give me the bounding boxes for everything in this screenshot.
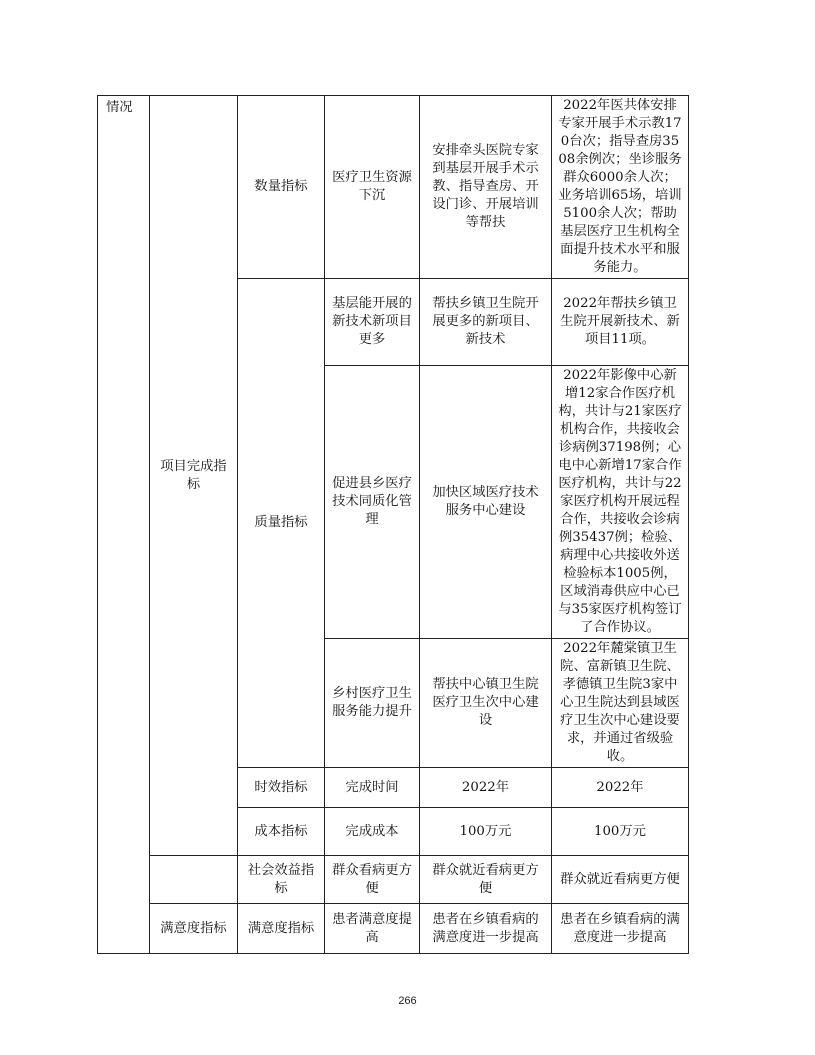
result-cell: 2022年麓棠镇卫生院、富新镇卫生院、孝德镇卫生院3家中心卫生院达到县域医疗卫生次中心建设要求，并通过省级验收。	[552, 639, 689, 768]
indicator-cell: 满意度指标	[238, 904, 325, 954]
sub-indicator-cell: 患者满意度提高	[325, 904, 420, 954]
result-cell: 患者在乡镇看病的满意度进一步提高	[552, 904, 689, 954]
content-cell: 安排牵头医院专家到基层开展手术示教、指导查房、开设门诊、开展培训等帮扶	[420, 96, 552, 279]
indicator-cell: 质量指标	[238, 279, 325, 768]
result-cell: 群众就近看病更方便	[552, 856, 689, 904]
table-row	[98, 96, 689, 279]
content-cell: 2022年	[420, 768, 552, 808]
indicator-cell: 时效指标	[238, 768, 325, 808]
sub-indicator-cell: 群众看病更方便	[325, 856, 420, 904]
result-cell: 2022年帮扶乡镇卫生院开展新技术、新项目11项。	[552, 279, 689, 366]
sub-indicator-cell: 基层能开展的新技术新项目更多	[325, 279, 420, 366]
content-cell: 帮扶中心镇卫生院医疗卫生次中心建设	[420, 639, 552, 768]
section-label-cell: 情况	[98, 96, 150, 954]
sub-indicator-cell: 乡村医疗卫生服务能力提升	[325, 639, 420, 768]
group-satisfaction-cell: 满意度指标	[150, 904, 238, 954]
result-cell: 2022年医共体安排专家开展手术示教170台次；指导查房3508余例次；坐诊服务群众6000余人次；业务培训65场，培训5100余人次；帮助基层医疗卫生机构全面提升技术水平和服务能力。	[552, 96, 689, 279]
result-cell: 100万元	[552, 808, 689, 856]
content-cell: 100万元	[420, 808, 552, 856]
table-row	[98, 904, 689, 954]
performance-indicator-table	[97, 95, 689, 954]
content-cell: 患者在乡镇看病的满意度进一步提高	[420, 904, 552, 954]
sub-indicator-cell: 医疗卫生资源下沉	[325, 96, 420, 279]
result-cell: 2022年影像中心新增12家合作医疗机构，共计与21家医疗机构合作，共接收会诊病例37198例；心电中心新增17家合作医疗机构，共计与22家医疗机构开展远程合作，共接收会诊病例35437例；检验、病理中心共接收外送检验标本1005例，区域消毒供应中心已与35家医疗机构签订了合作协议。	[552, 366, 689, 639]
page-number: 266	[398, 995, 417, 1007]
result-cell: 2022年	[552, 768, 689, 808]
indicator-cell: 成本指标	[238, 808, 325, 856]
empty-group-cell	[150, 856, 238, 904]
content-cell: 加快区域医疗技术服务中心建设	[420, 366, 552, 639]
indicator-cell: 社会效益指标	[238, 856, 325, 904]
sub-indicator-cell: 完成时间	[325, 768, 420, 808]
sub-indicator-cell: 促进县乡医疗技术同质化管理	[325, 366, 420, 639]
sub-indicator-cell: 完成成本	[325, 808, 420, 856]
group-completion-cell: 项目完成指标	[150, 96, 238, 856]
table-row	[98, 856, 689, 904]
indicator-cell: 数量指标	[238, 96, 325, 279]
content-cell: 群众就近看病更方便	[420, 856, 552, 904]
content-cell: 帮扶乡镇卫生院开展更多的新项目、新技术	[420, 279, 552, 366]
